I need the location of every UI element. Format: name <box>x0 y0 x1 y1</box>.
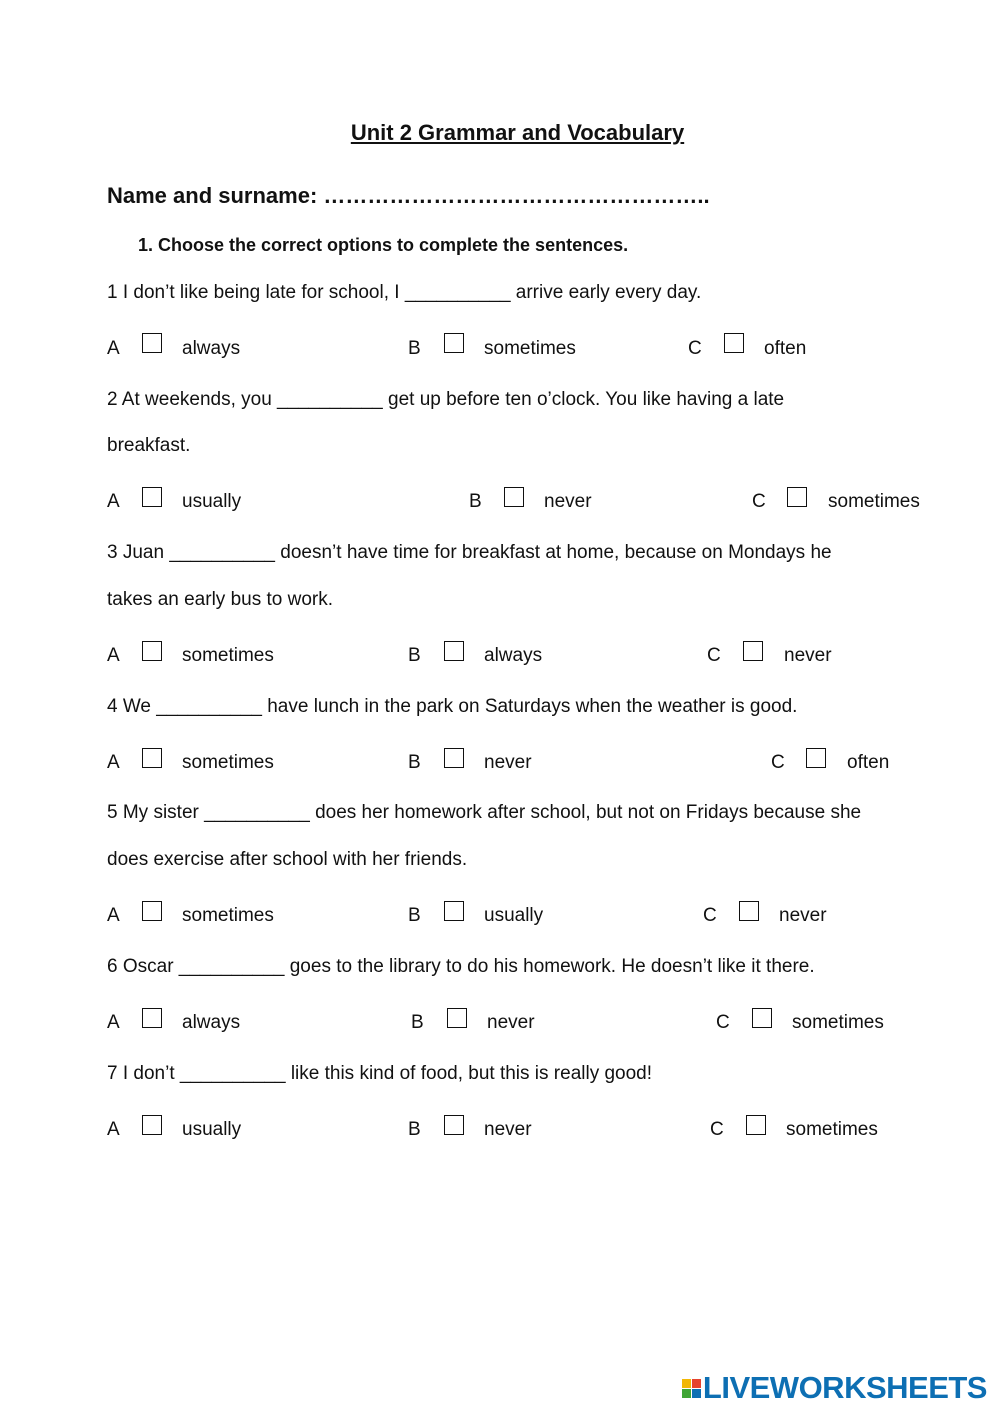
q4-option-a-checkbox[interactable] <box>142 748 162 768</box>
option-letter: C <box>752 491 766 512</box>
logo-text: LIVEWORKSHEETS <box>702 1370 987 1405</box>
option-text: never <box>784 645 832 666</box>
option-letter: B <box>408 1119 421 1140</box>
name-surname-line: Name and surname: …………………………………………….. <box>107 183 710 208</box>
option-text: usually <box>484 905 544 926</box>
question-4-text: 4 We __________ have lunch in the park on Saturdays when the weather is good. <box>107 696 798 717</box>
option-text: often <box>847 752 890 773</box>
q5-option-a-checkbox[interactable] <box>142 901 162 921</box>
q3-option-a-checkbox[interactable] <box>142 641 162 661</box>
option-text: never <box>484 1119 532 1140</box>
page-title: Unit 2 Grammar and Vocabulary <box>350 120 685 145</box>
q4-option-b-checkbox[interactable] <box>444 748 464 768</box>
q7-option-a-checkbox[interactable] <box>142 1115 162 1135</box>
option-text: always <box>182 1012 241 1033</box>
q2-option-a-checkbox[interactable] <box>142 487 162 507</box>
q7-option-c-checkbox[interactable] <box>746 1115 766 1135</box>
question-1-text: 1 I don’t like being late for school, I __________ arrive early every day. <box>107 282 702 303</box>
question-2-text: 2 At weekends, you __________ get up before ten o’clock. You like having a late <box>107 389 785 410</box>
option-letter: C <box>716 1012 730 1033</box>
q1-option-c-checkbox[interactable] <box>724 333 744 353</box>
option-letter: C <box>710 1119 724 1140</box>
option-text: sometimes <box>182 905 274 926</box>
option-letter: B <box>411 1012 424 1033</box>
q6-option-a-checkbox[interactable] <box>142 1008 162 1028</box>
option-letter: A <box>107 1119 120 1140</box>
option-letter: B <box>408 645 421 666</box>
option-letter: B <box>408 905 421 926</box>
q4-option-c-checkbox[interactable] <box>806 748 826 768</box>
question-3-text: 3 Juan __________ doesn’t have time for breakfast at home, because on Mondays he <box>107 542 832 563</box>
q2-option-c-checkbox[interactable] <box>787 487 807 507</box>
question-5-text-cont: does exercise after school with her friends. <box>107 849 468 870</box>
q2-option-b-checkbox[interactable] <box>504 487 524 507</box>
option-text: often <box>764 338 807 359</box>
option-letter: C <box>771 752 785 773</box>
q1-option-a-checkbox[interactable] <box>142 333 162 353</box>
option-letter: A <box>107 905 120 926</box>
q3-option-b-checkbox[interactable] <box>444 641 464 661</box>
q1-option-b-checkbox[interactable] <box>444 333 464 353</box>
question-5-text: 5 My sister __________ does her homework after school, but not on Fridays because she <box>107 802 862 823</box>
option-text: sometimes <box>182 645 274 666</box>
option-text: never <box>484 752 532 773</box>
q5-option-b-checkbox[interactable] <box>444 901 464 921</box>
question-7-text: 7 I don’t __________ like this kind of food, but this is really good! <box>107 1063 653 1084</box>
option-letter: C <box>688 338 702 359</box>
option-text: sometimes <box>484 338 576 359</box>
instruction: 1. Choose the correct options to complete the sentences. <box>138 235 629 255</box>
question-3-text-cont: takes an early bus to work. <box>107 589 333 610</box>
q6-option-c-checkbox[interactable] <box>752 1008 772 1028</box>
option-text: never <box>487 1012 535 1033</box>
option-letter: C <box>707 645 721 666</box>
option-letter: A <box>107 491 120 512</box>
option-text: always <box>182 338 241 359</box>
question-2-text-cont: breakfast. <box>107 435 191 456</box>
option-text: always <box>484 645 543 666</box>
option-letter: A <box>107 752 120 773</box>
q6-option-b-checkbox[interactable] <box>447 1008 467 1028</box>
option-text: sometimes <box>828 491 920 512</box>
liveworksheets-icon <box>682 1379 701 1398</box>
q3-option-c-checkbox[interactable] <box>743 641 763 661</box>
liveworksheets-logo[interactable] <box>682 1370 987 1406</box>
option-letter: A <box>107 1012 120 1033</box>
option-text: sometimes <box>786 1119 878 1140</box>
option-text: never <box>779 905 827 926</box>
option-text: never <box>544 491 592 512</box>
option-letter: C <box>703 905 717 926</box>
option-text: usually <box>182 1119 242 1140</box>
option-text: sometimes <box>182 752 274 773</box>
option-letter: A <box>107 338 120 359</box>
q7-option-b-checkbox[interactable] <box>444 1115 464 1135</box>
option-text: usually <box>182 491 242 512</box>
option-letter: B <box>469 491 482 512</box>
option-letter: A <box>107 645 120 666</box>
option-letter: B <box>408 338 421 359</box>
q5-option-c-checkbox[interactable] <box>739 901 759 921</box>
option-text: sometimes <box>792 1012 884 1033</box>
question-6-text: 6 Oscar __________ goes to the library to do his homework. He doesn’t like it there. <box>107 956 815 977</box>
option-letter: B <box>408 752 421 773</box>
